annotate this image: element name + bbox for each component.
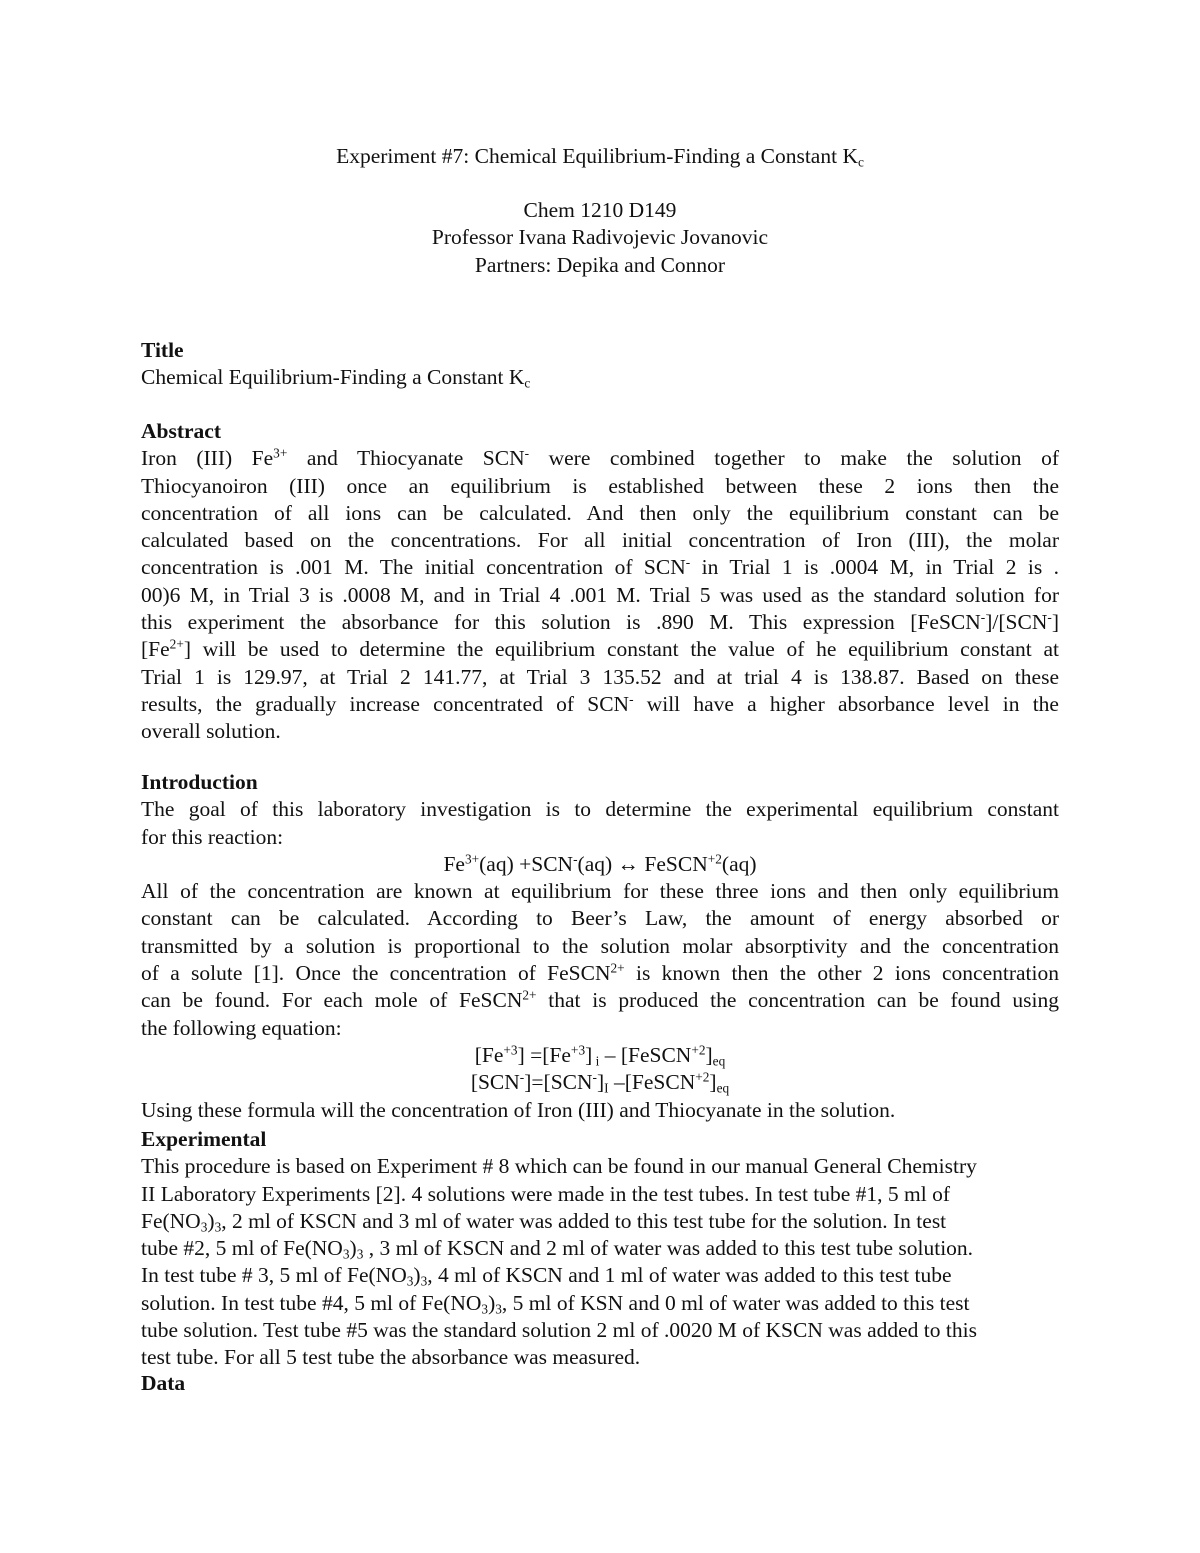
experimental-section (141, 1126, 1059, 1372)
experimental-heading: Experimental (141, 1127, 267, 1151)
introduction-line: transmitted by a solution is proportional to the solution molar absorptivity and the concentration (141, 933, 1059, 958)
experimental-line: II Laboratory Experiments [2]. 4 solutions were made in the test tubes. In test tube #1, 5 ml of (141, 1181, 951, 1206)
experimental-line: $Fe(NO_3)_3$, 2 ml of KSCN and 3 ml of water was added to this test tube for the solution. In test (141, 1208, 947, 1235)
course-info (141, 197, 1059, 279)
iron-equation: $[Fe^{+3}] =[Fe^{+3}]$ $_i - [FeSCN^{+2}]_{eq}$ (474, 1042, 726, 1069)
abstract-heading: Abstract (141, 419, 222, 443)
professor-line: Professor Ivana Radivojevic Jovanovic (431, 225, 769, 250)
data-section (141, 1370, 1059, 1397)
abstract-line: calculated based on the concentrations. For all initial concentration of Iron (III), the molar (141, 528, 1059, 553)
abstract-line: Trial 1 is 129.97, at Trial 2 141.77, at Trial 3 135.52 and at trial 4 is 138.87. Based on these (141, 664, 1059, 689)
introduction-line: the following equation: (141, 1015, 342, 1040)
data-heading: Data (141, 1371, 186, 1395)
experimental-line: test tube. For all 5 test tube the absorbance was measured. (141, 1345, 641, 1370)
abstract-section (141, 418, 1059, 746)
introduction-line: Using these formula will the concentration of Iron (III) and Thiocyanate in the solution. (141, 1097, 896, 1122)
thiocyanate-equation: $[SCN^-]=[SCN^-]_I$ $-[FeSCN^{+2}]_{eq}$ (470, 1069, 730, 1096)
document-title: Experiment #7: Chemical Equilibrium-Finding a Constant $K_c$ (336, 144, 864, 170)
reaction-equation: $Fe^{3+}(aq) +SCN^-(aq)$ ↔ FeSCN$^{+2}$(aq) (443, 851, 757, 876)
introduction-section (141, 769, 1059, 1124)
abstract-line: 00)6 M, in Trial 3 is .0008 M, and in Trial 4 .001 M. Trial 5 was used as the standard solution for (141, 582, 1059, 607)
abstract-line: overall solution. (141, 719, 281, 744)
introduction-line: The goal of this laboratory investigation is to determine the experimental equilibrium constant (141, 797, 1059, 822)
introduction-line: for this reaction: (141, 824, 284, 849)
document-header (141, 143, 1059, 170)
introduction-line: can be found. For each mole of FeSCN$^{2+}$ that is produced the concentration can be found using (141, 988, 1059, 1013)
abstract-line: this experiment the absorbance for this solution is .890 M. This expression [FeSCN-]/[SCN-] (141, 609, 1059, 635)
title-heading: Title (141, 338, 184, 362)
abstract-line: results, the gradually increase concentrated of SCN- will have a higher absorbance level in the (141, 691, 1059, 716)
introduction-line: constant can be calculated. According to Beer’s Law, the amount of energy absorbed or (141, 906, 1059, 931)
course-line: Chem 1210 D149 (523, 198, 677, 222)
abstract-line: Iron (III) $Fe^{3+}$ and Thiocyanate SCN- were combined together to make the solution of (141, 445, 1059, 471)
title-text: Chemical Equilibrium-Finding a Constant $K_c$ (141, 365, 531, 391)
experimental-line: In test tube # 3, 5 ml of $Fe(NO_3)_3$, 4 ml of KSCN and 1 ml of water was added to this test tube (141, 1263, 952, 1289)
introduction-line: of a solute [1]. Once the concentration of FeSCN$^{2+}$ is known then the other 2 ions concentration (141, 960, 1059, 986)
partners-line: Partners: Depika and Connor (474, 252, 726, 277)
abstract-line: concentration is .001 M. The initial concentration of SCN- in Trial 1 is .0004 M, in Trial 2 is . (141, 555, 1059, 580)
introduction-line: All of the concentration are known at equilibrium for these three ions and then only equilibrium (141, 879, 1059, 904)
abstract-line: concentration of all ions can be calculated. And then only the equilibrium constant can be (141, 500, 1059, 525)
title-section (141, 337, 1059, 392)
introduction-heading: Introduction (141, 770, 258, 794)
abstract-line: $[Fe^{2+}]$ will be used to determine the equilibrium constant the value of he equilibrium constant at (141, 637, 1059, 662)
abstract-line: Thiocyanoiron (III) once an equilibrium is established between these 2 ions then the (141, 473, 1059, 498)
experimental-line: solution. In test tube #4, 5 ml of $Fe(NO_3)_3$, 5 ml of KSN and 0 ml of water was added to this test (141, 1290, 970, 1317)
experimental-line: tube solution. Test tube #5 was the standard solution 2 ml of .0020 M of KSCN was added to this (141, 1318, 977, 1343)
experimental-line: This procedure is based on Experiment # 8 which can be found in our manual General Chemistry (141, 1154, 977, 1179)
experimental-line: tube #2, 5 ml of $Fe(NO_3)_3$ , 3 ml of KSCN and 2 ml of water was added to this test tube solution. (141, 1236, 974, 1262)
